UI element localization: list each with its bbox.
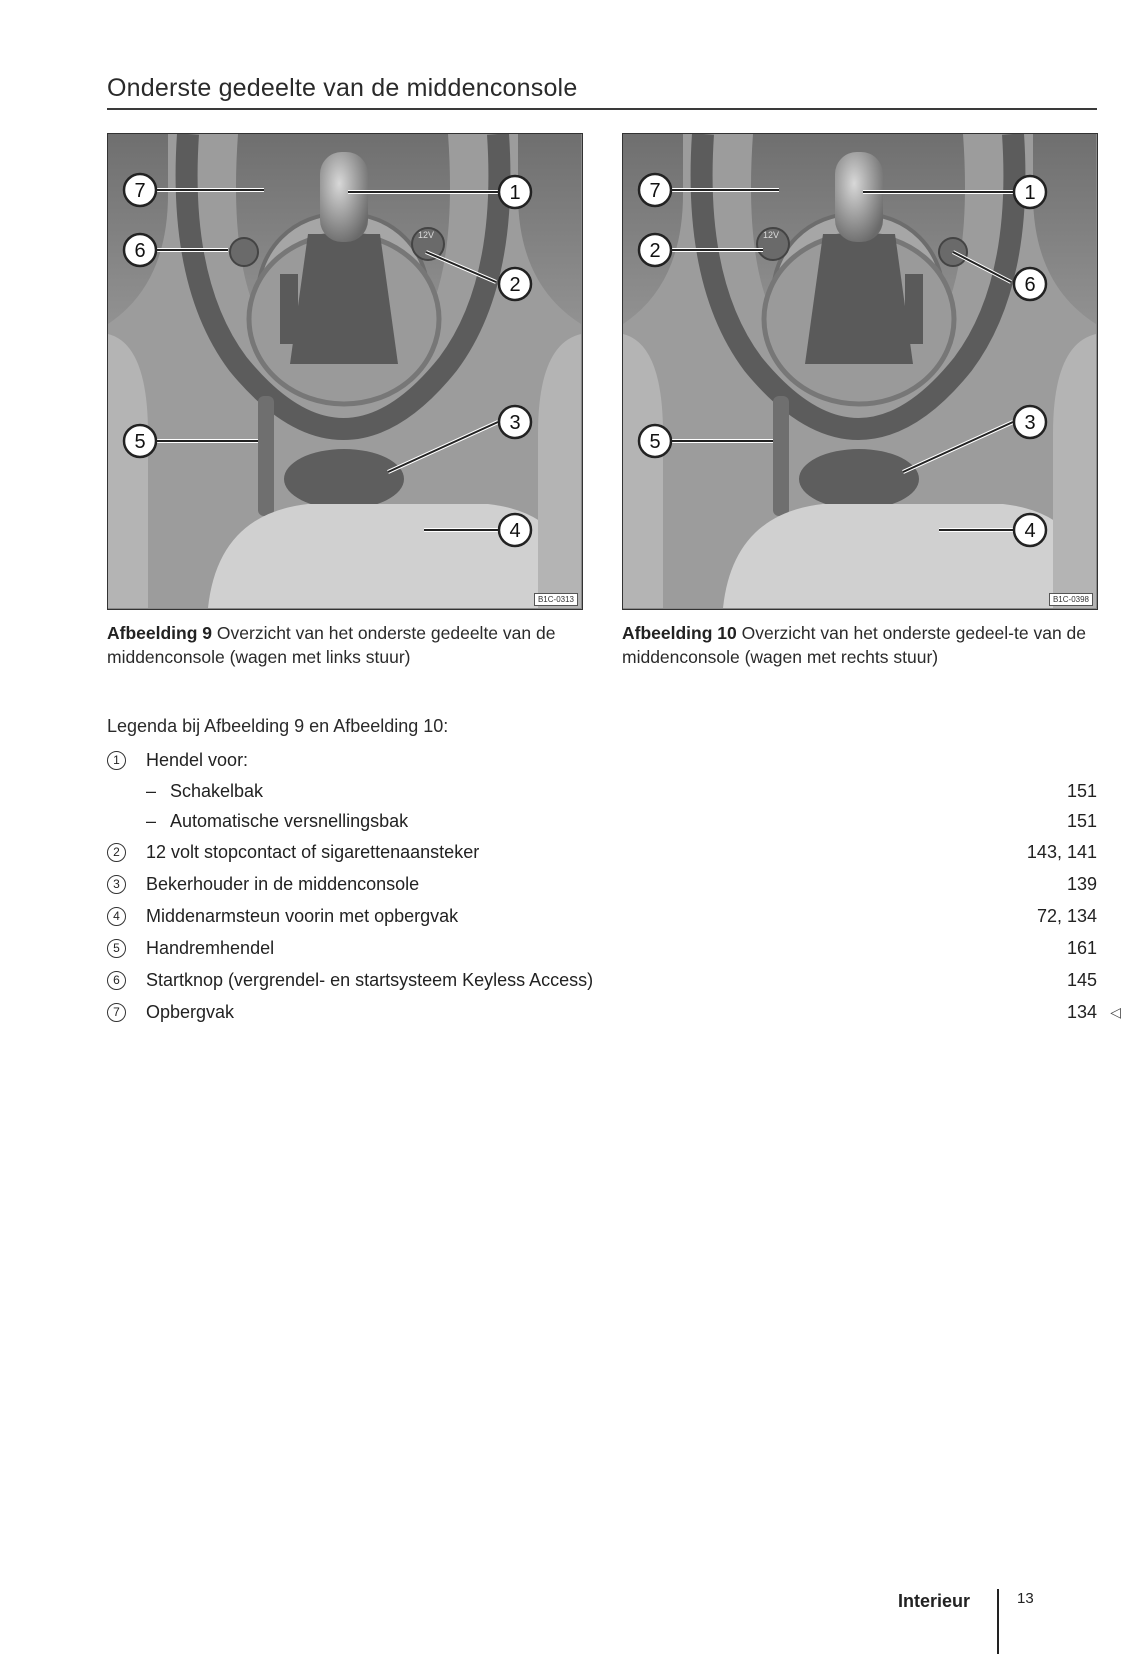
callout-3: 3 — [509, 412, 521, 434]
legend-page-ref[interactable]: 143, 141 — [1026, 842, 1097, 862]
callout-6: 6 — [1024, 274, 1036, 296]
legend-text: Startknop (vergrendel- en startsysteem Keyless Access) — [146, 970, 594, 990]
legend-text: Schakelbak — [170, 781, 264, 801]
legend-number: 2 — [107, 843, 126, 862]
legend-item — [107, 964, 1097, 996]
legend-page-ref[interactable]: 134 — [1066, 1002, 1097, 1022]
page-number: 13 — [1017, 1590, 1034, 1607]
callout-6: 6 — [134, 240, 146, 262]
callout-7: 7 — [134, 180, 146, 202]
legend-item — [107, 744, 1097, 776]
legend-text: Hendel voor: — [146, 750, 249, 770]
callout-4: 4 — [1024, 520, 1036, 542]
callout-5: 5 — [649, 431, 661, 453]
socket-label: 12V — [763, 230, 780, 240]
callout-5: 5 — [134, 431, 146, 453]
legend-text: 12 volt stopcontact of sigarettenaansteker — [146, 842, 480, 862]
caption-label: Afbeelding 9 — [107, 623, 213, 643]
figure-9 — [107, 133, 583, 610]
legend-page-ref[interactable]: 139 — [1066, 874, 1097, 894]
figure-10 — [622, 133, 1098, 610]
footer-section-label: Interieur — [898, 1591, 971, 1611]
legend-dash: – — [146, 781, 157, 801]
legend-number: 7 — [107, 1003, 126, 1022]
legend-text: Automatische versnellingsbak — [170, 811, 409, 831]
legend-title: Legenda bij Afbeelding 9 en Afbeelding 10: — [107, 716, 449, 736]
console-illustration-right — [623, 134, 1096, 608]
callout-4: 4 — [509, 520, 521, 542]
title-divider — [107, 108, 1097, 110]
legend-dash: – — [146, 811, 157, 831]
legend-subitem — [107, 776, 1097, 806]
console-illustration-left — [108, 134, 581, 608]
legend-page-ref[interactable]: 145 — [1066, 970, 1097, 990]
figure-10-caption — [622, 621, 1098, 669]
socket-label: 12V — [418, 230, 435, 240]
callout-1: 1 — [1024, 182, 1036, 204]
legend-item — [107, 932, 1097, 964]
legend-item — [107, 996, 1121, 1028]
callout-2: 2 — [649, 240, 661, 262]
callout-1: 1 — [509, 182, 521, 204]
legend-number: 5 — [107, 939, 126, 958]
legend-number: 4 — [107, 907, 126, 926]
legend-page-ref[interactable]: 72, 134 — [1036, 906, 1097, 926]
caption-text: Overzicht van het onderste gedeel-te van de middenconsole (wagen met rechts stuur) — [622, 623, 1087, 667]
legend-page-ref[interactable]: 151 — [1066, 781, 1097, 801]
legend-text: Middenarmsteun voorin met opbergvak — [146, 906, 459, 926]
footer-divider — [997, 1589, 999, 1654]
legend-page-ref[interactable]: 151 — [1066, 811, 1097, 831]
page-title: Onderste gedeelte van de middenconsole — [107, 74, 578, 102]
figure-code: B1C-0313 — [534, 593, 578, 606]
legend-number: 1 — [107, 751, 126, 770]
callout-2: 2 — [509, 274, 521, 296]
legend-text: Opbergvak — [146, 1002, 235, 1022]
legend-page-ref[interactable]: 161 — [1066, 938, 1097, 958]
legend-text: Handremhendel — [146, 938, 275, 958]
section-end-icon: ◁ — [1110, 1004, 1121, 1020]
callout-7: 7 — [649, 180, 661, 202]
legend-subitem — [107, 806, 1097, 836]
caption-label: Afbeelding 10 — [622, 623, 737, 643]
caption-text: Overzicht van het onderste gedeelte van de middenconsole (wagen met links stuur) — [107, 623, 556, 667]
figure-code: B1C-0398 — [1049, 593, 1093, 606]
callout-3: 3 — [1024, 412, 1036, 434]
legend-item — [107, 900, 1097, 932]
legend-item — [107, 868, 1097, 900]
legend-list — [107, 744, 1121, 1028]
legend-number: 6 — [107, 971, 126, 990]
figure-9-caption — [107, 621, 583, 669]
legend-text: Bekerhouder in de middenconsole — [146, 874, 420, 894]
legend-number: 3 — [107, 875, 126, 894]
legend-item — [107, 836, 1097, 868]
